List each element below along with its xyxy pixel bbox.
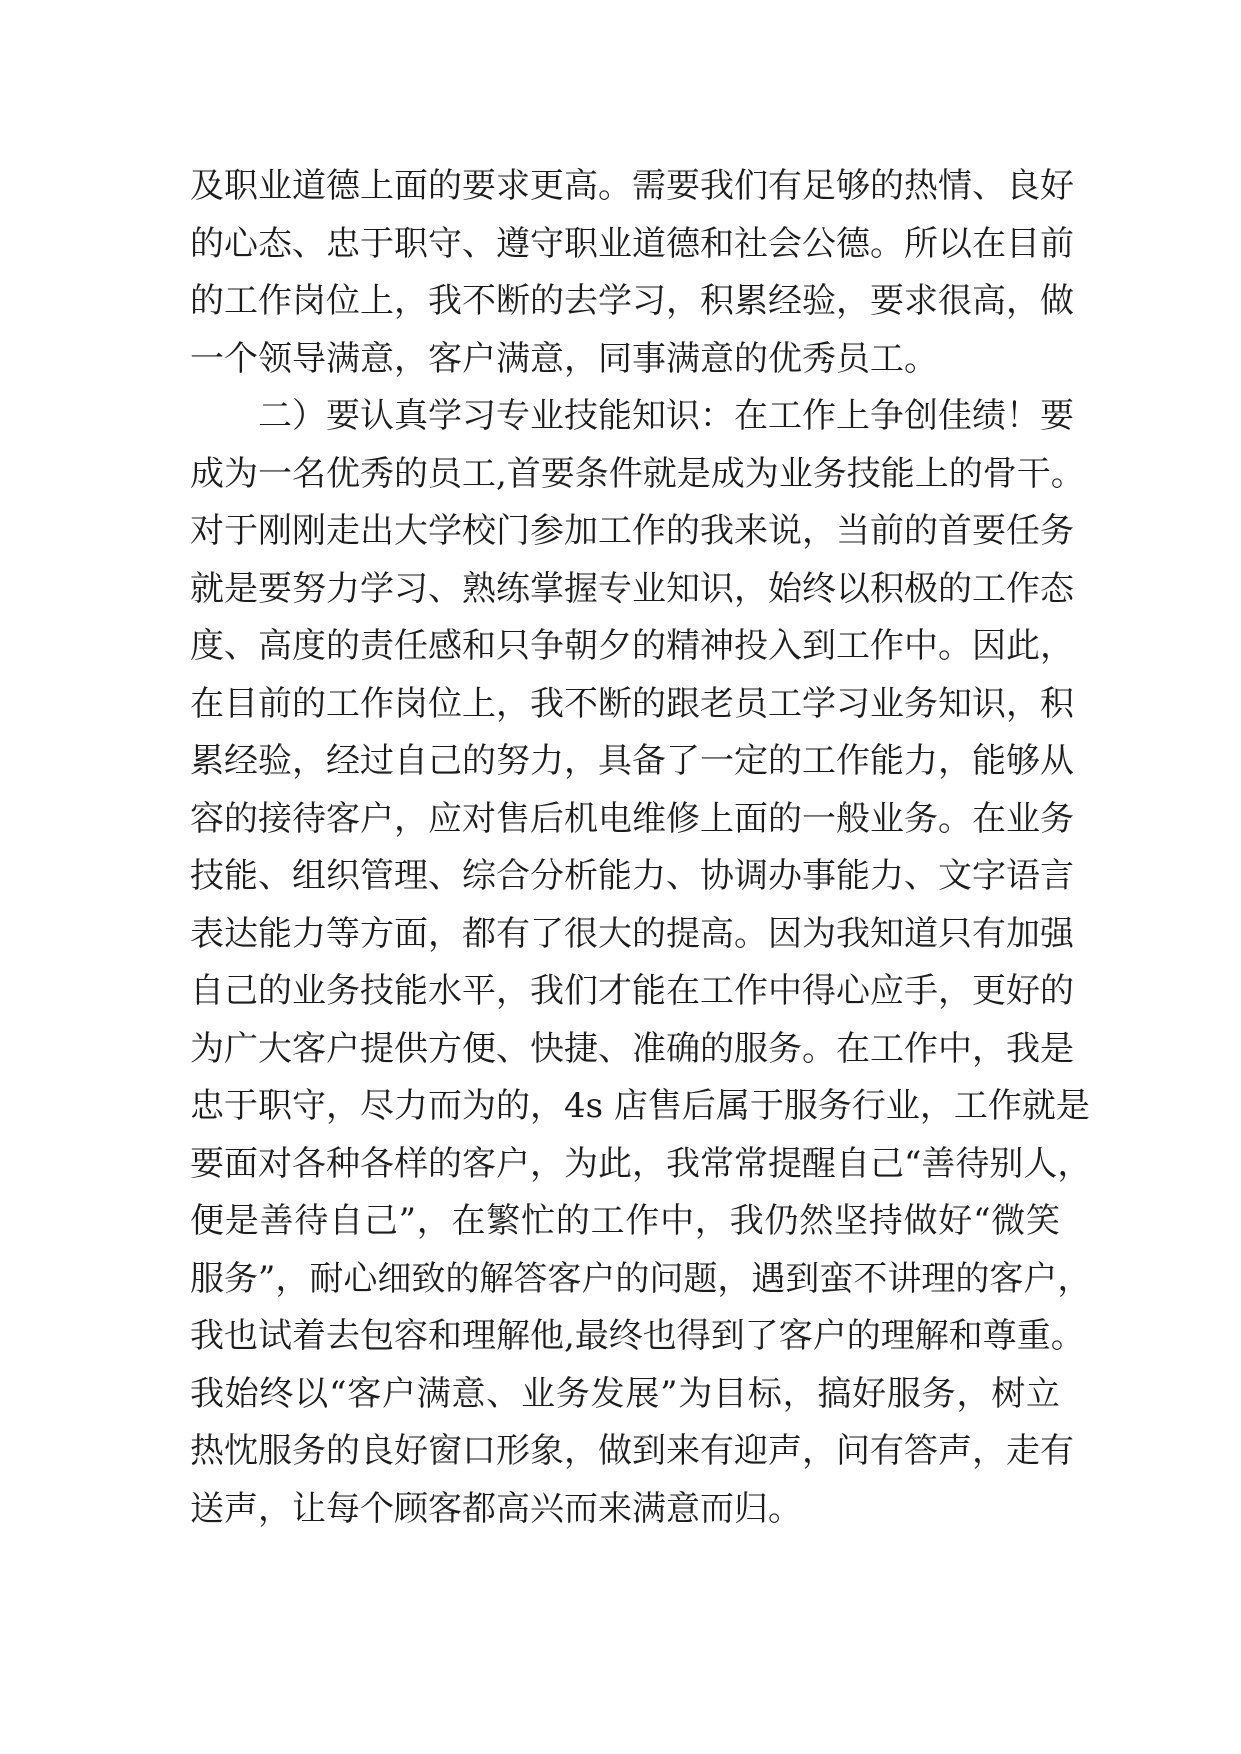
text-line: 对于刚刚走出大学校门参加工作的我来说，当前的首要任务 xyxy=(190,511,1074,551)
text-line: 便是善待自己”，在繁忙的工作中，我仍然坚持做好“微笑 xyxy=(190,1201,1060,1241)
text-line: 我也试着去包容和理解他,最终也得到了客户的理解和尊重。 xyxy=(190,1316,1085,1356)
text-line: 一个领导满意，客户满意，同事满意的优秀员工。 xyxy=(190,338,938,379)
text-line: 的工作岗位上，我不断的去学习，积累经验，要求很高，做 xyxy=(190,281,1074,321)
text-line: 及职业道德上面的要求更高。需要我们有足够的热情、良好 xyxy=(190,166,1074,206)
text-line: 热忱服务的良好窗口形象，做到来有迎声，问有答声，走有 xyxy=(190,1431,1074,1471)
text-line: 忠于职守，尽力而为的，4s 店售后属于服务行业，工作就是 xyxy=(190,1086,1090,1126)
text-line: 要面对各种各样的客户，为此，我常常提醒自己“善待别人， xyxy=(190,1143,1092,1184)
body-text xyxy=(190,158,1092,1538)
text-line: 技能、组织管理、综合分析能力、协调办事能力、文字语言 xyxy=(190,856,1074,896)
text-line: 送声，让每个顾客都高兴而来满意而归。 xyxy=(190,1488,802,1529)
text-line: 服务”，耐心细致的解答客户的问题，遇到蛮不讲理的客户， xyxy=(190,1258,1092,1299)
text-line: 我始终以“客户满意、业务发展”为目标，搞好服务，树立 xyxy=(190,1373,1060,1414)
text-line: 容的接待客户，应对售后机电维修上面的一般业务。在业务 xyxy=(190,798,1074,839)
text-line: 成为一名优秀的员工,首要条件就是成为业务技能上的骨干。 xyxy=(190,453,1085,494)
text-line: 度、高度的责任感和只争朝夕的精神投入到工作中。因此， xyxy=(190,626,1074,666)
text-line: 的心态、忠于职守、遵守职业道德和社会公德。所以在目前 xyxy=(190,223,1074,264)
text-line: 累经验，经过自己的努力，具备了一定的工作能力，能够从 xyxy=(190,741,1074,781)
text-line: 为广大客户提供方便、快捷、准确的服务。在工作中，我是 xyxy=(190,1028,1074,1069)
text-line: 就是要努力学习、熟练掌握专业知识，始终以积极的工作态 xyxy=(190,568,1074,609)
text-line: 在目前的工作岗位上，我不断的跟老员工学习业务知识，积 xyxy=(190,683,1074,724)
text-line: 自己的业务技能水平，我们才能在工作中得心应手，更好的 xyxy=(190,971,1074,1011)
text-line: 二）要认真学习专业技能知识：在工作上争创佳绩！要 xyxy=(190,396,1074,436)
text-line: 表达能力等方面，都有了很大的提高。因为我知道只有加强 xyxy=(190,913,1074,954)
